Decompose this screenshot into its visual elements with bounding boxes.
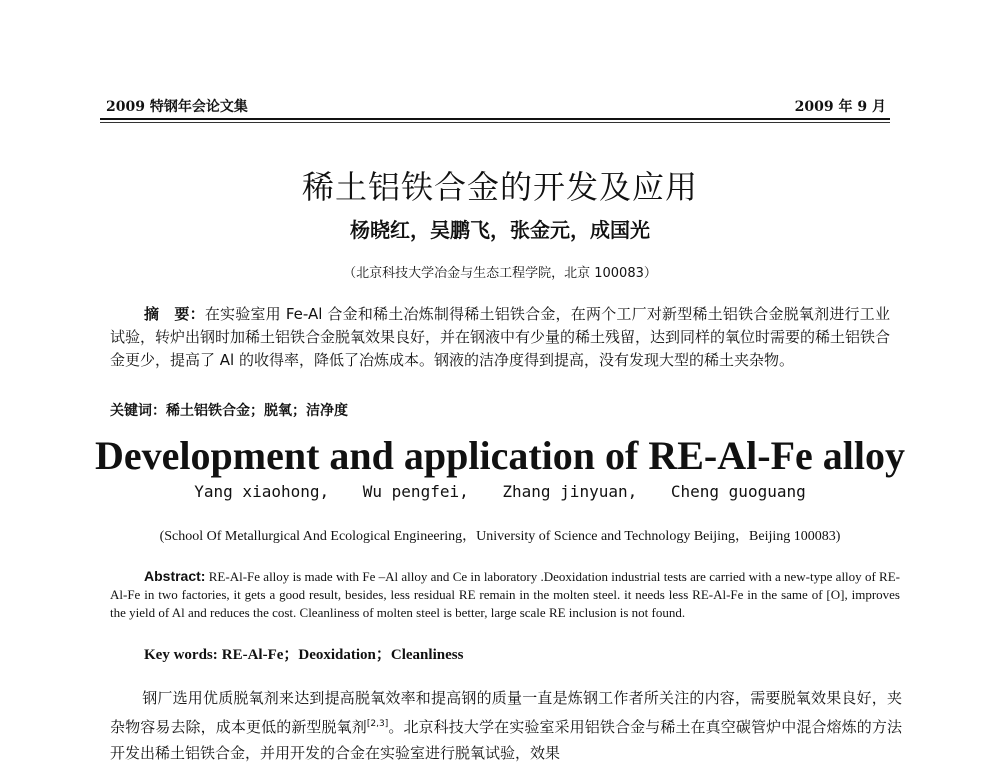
- cn-abstract: [110, 303, 890, 372]
- en-abstract-text: RE-Al-Fe alloy is made with Fe –Al alloy and Ce in laboratory .Deoxidation industrial tests are carried with a new-type alloy of RE-Al-Fe in two factories, it gets a good result, besides, less residual RE remain in the molten steel. it needs less RE-Al-Fe in the same of [O], improves the yield of Al and reduces the cost. Cleanliness of molten steel is better, large scale RE inclusion is not found.: [110, 569, 900, 620]
- en-authors: [0, 482, 1000, 501]
- cn-keywords: [110, 400, 890, 420]
- cn-authors: 杨晓红，吴鹏飞，张金元，成国光: [350, 218, 650, 242]
- citation-ref[interactable]: [2,3]: [366, 719, 389, 729]
- en-keywords-text: RE-Al-Fe；Deoxidation；Cleanliness: [221, 647, 464, 663]
- header-date: 2009 年 9 月: [794, 99, 886, 115]
- en-author: Yang xiaohong,: [194, 482, 330, 501]
- en-keywords: [144, 643, 904, 664]
- cn-abstract-text: 在实验室用 Fe-Al 合金和稀土冶炼制得稀土铝铁合金，在两个工厂对新型稀土铝铁合金脱氧剂进行工业试验，转炉出钢时加稀土铝铁合金脱氧效果良好，并在钢液中有少量的稀土残留，达到同样的氧位时需要的稀土铝铁合金更少，提高了 Al 的收得率，降低了冶炼成本。钢液的洁净度得到提高，没有发现大型的稀土夹杂物。: [110, 305, 891, 369]
- en-title: Development and application of RE-Al-Fe alloy: [95, 433, 905, 478]
- en-author: Wu pengfei,: [362, 482, 469, 501]
- en-author: Zhang jinyuan,: [502, 482, 638, 501]
- body-text-part1: 钢厂选用优质脱氧剂来达到提高脱氧效率和提高钢的质量一直是炼钢工作者所关注的内容，需要脱氧效果良好，夹杂物容易去除，成本更低的新型脱氧剂: [110, 689, 902, 736]
- en-abstract: [110, 567, 900, 622]
- body-paragraph: [110, 685, 902, 766]
- en-keywords-label: Key words:: [144, 647, 218, 663]
- cn-affiliation: （北京科技大学冶金与生态工程学院，北京 100083）: [343, 266, 657, 281]
- cn-abstract-label: 摘 要：: [144, 305, 205, 323]
- header-rule: [100, 118, 890, 120]
- running-header: [100, 94, 890, 118]
- header-rule-thin: [100, 122, 890, 123]
- cn-keywords-text: 稀土铝铁合金；脱氧；洁净度: [166, 403, 348, 419]
- en-abstract-label: Abstract:: [144, 568, 206, 584]
- body-text-part2: 。北京科技大学在实验室采用铝铁合金与稀土在真空碳管炉中混合熔炼的方法开发出稀土铝铁合金，并用开发的合金在实验室进行脱氧试验，效果: [110, 718, 902, 762]
- cn-title: 稀土铝铁合金的开发及应用: [301, 168, 698, 206]
- en-affiliation: (School Of Metallurgical And Ecological Engineering，University of Science and Technology Beijing，Beijing 100083): [159, 529, 841, 544]
- cn-keywords-label: 关键词：: [110, 403, 166, 419]
- en-author: Cheng guoguang: [670, 482, 806, 501]
- header-proceedings: 2009 特钢年会论文集: [106, 99, 248, 115]
